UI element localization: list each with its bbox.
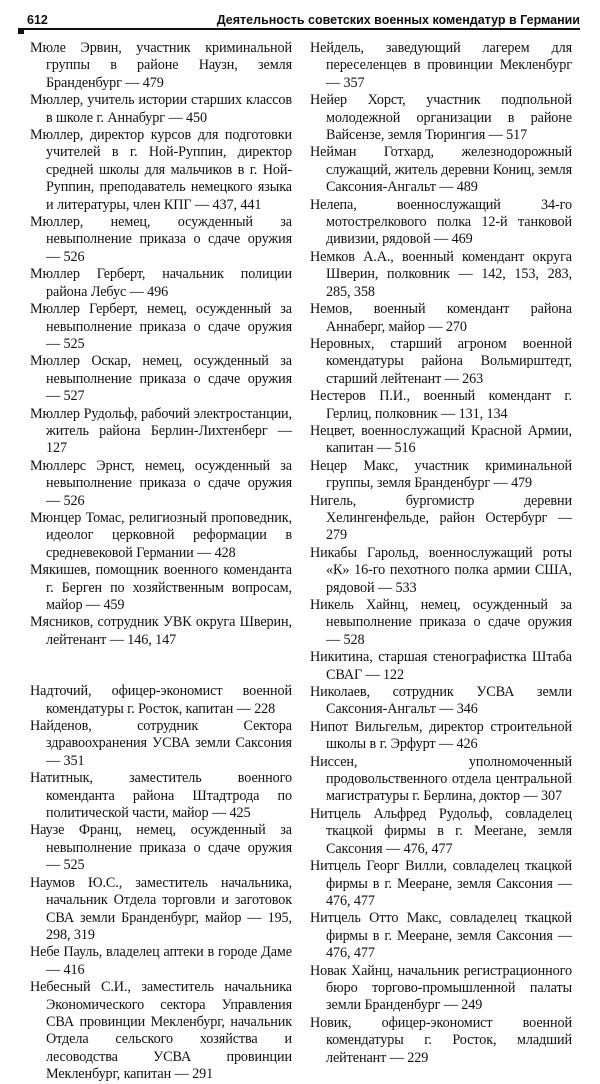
index-entry: Натитнык, заместитель военного коменданта района Штадтрода по политической части, майор — 425 — [30, 770, 292, 822]
left-column — [30, 40, 292, 1084]
index-entry: Нейдель, заведующий лагерем для переселенцев в провинции Мекленбург — 357 — [310, 40, 572, 91]
index-entry: Немов, военный комендант района Аннаберг, майор — 270 — [310, 301, 572, 335]
index-entry: Нестеров П.И., военный комендант г. Герлиц, полковник — 131, 134 — [310, 388, 572, 422]
header-corner-mark — [18, 28, 24, 34]
index-entry: Немков А.А., военный комендант округа Шверин, полковник — 142, 153, 283, 285, 358 — [310, 248, 572, 300]
index-entry: Мюллер Рудольф, рабочий электростанции, житель района Берлин-Лихтенберг — 127 — [30, 405, 292, 457]
index-entry: Нейер Хорст, участник подпольной молодежной организации в районе Вайсензе, земля Тюрингия — 517 — [310, 92, 572, 144]
page-header — [22, 10, 580, 30]
index-entry: Мюллер Герберт, начальник полиции района Лебус — 496 — [30, 266, 292, 300]
header-rule — [22, 28, 580, 30]
index-entry: Найденов, сотрудник Сектора здравоохранения УСВА земли Саксония — 351 — [30, 718, 292, 769]
index-entry: Наузе Франц, немец, осужденный за невыполнение приказа о сдаче оружия — 525 — [30, 822, 292, 874]
running-title: Деятельность советских военных комендатур в Германии — [216, 13, 580, 27]
index-entry: Новак Хайнц, начальник регистрационного бюро торгово-промышленной палаты земли Бранденбург — 249 — [310, 962, 572, 1014]
index-entry: Небесный С.И., заместитель начальника Экономического сектора Управления СВА провинции Мекленбург, начальник Отдела сельского хозяйства и лесоводства УСВА провинции Мекленбург, капитан — 291 — [30, 979, 292, 1083]
index-entry: Нитцель Георг Вилли, совладелец ткацкой фирмы в г. Меерaне, земля Саксония — 476, 477 — [310, 858, 572, 909]
index-entry: Наумов Ю.С., заместитель начальника, начальник Отдела торговли и заготовок СВА земли Бранденбург, майор — 195, 298, 319 — [30, 874, 292, 943]
index-entry: Мякишев, помощник военного коменданта г. Берген по хозяйственным вопросам, майор — 459 — [30, 562, 292, 613]
index-entry: Нецвет, военнослужащий Красной Армии, капитан — 516 — [310, 422, 572, 457]
index-entry: Мюллер, директор курсов для подготовки учителей в г. Ной-Руппин, директор средней школы для мальчиков в г. Ной-Руппин, преподаватель немецкого языка и литературы, член КПГ — 437, 441 — [30, 127, 292, 213]
index-entry: Николаев, сотрудник УСВА земли Саксония-Ангальт — 346 — [310, 684, 572, 718]
index-entry: Ниссен, уполномоченный продовольственного отдела центральной магистратуры г. Берлина, доктор — 307 — [310, 753, 572, 805]
index-entry: Нелепа, военнослужащий 34-го мотострелкового полка 12-й танковой дивизии, рядовой — 469 — [310, 196, 572, 248]
index-entry: Мясников, сотрудник УВК округа Шверин, лейтенант — 146, 147 — [30, 614, 292, 648]
index-entry: Небе Пауль, владелец аптеки в городе Даме — 416 — [30, 944, 292, 978]
index-entry: Нецер Макс, участник криминальной группы, земля Бранденбург — 479 — [310, 457, 572, 492]
index-entry: Мюнцер Томас, религиозный проповедник, идеолог церковной реформации в средневековой Германии — 428 — [30, 509, 292, 561]
index-entry: Никитина, старшая стенографистка Штаба СВАГ — 122 — [310, 649, 572, 683]
index-entry: Мюллер Герберт, немец, осужденный за невыполнение приказа о сдаче оружия — 525 — [30, 301, 292, 352]
page-number: 612 — [27, 13, 48, 27]
index-entry: Мюллер Оскар, немец, осужденный за невыполнение приказа о сдаче оружия — 527 — [30, 353, 292, 405]
index-entry: Нигель, бургомистр деревни Хелингенфельде, район Остербург — 279 — [310, 492, 572, 544]
index-entry: Мюллер, учитель истории старших классов в школе г. Аннабург — 450 — [30, 92, 292, 126]
index-entry: Новик, офицер-экономист военной комендатуры г. Росток, младший лейтенант — 229 — [310, 1014, 572, 1066]
index-entry: Надточий, офицер-экономист военной комендатуры г. Росток, капитан — 228 — [30, 683, 292, 717]
letter-section-gap — [30, 649, 292, 683]
index-entry: Мюле Эрвин, участник криминальной группы в районе Наузн, земля Бранденбург — 479 — [30, 40, 292, 91]
index-entry: Никабы Гарольд, военнослужащий роты «К» 16-го пехотного полка армии США, рядовой — 533 — [310, 544, 572, 596]
index-entry: Нейман Готхард, железнодорожный служащий, житель деревни Кониц, земля Саксония-Ангальт — 489 — [310, 144, 572, 196]
index-entry: Нитцель Отто Макс, совладелец ткацкой фирмы в г. Меерaне, земля Саксония — 476, 477 — [310, 910, 572, 962]
index-entry: Неровных, старший агроном военной комендатуры района Вольмирштедт, старший лейтенант — 263 — [310, 335, 572, 387]
index-entry: Никель Хайнц, немец, осужденный за невыполнение приказа о сдаче оружия — 528 — [310, 597, 572, 648]
right-column — [310, 40, 572, 1067]
index-entry: Нитцель Альфред Рудольф, совладелец ткацкой фирмы в г. Меerане, земля Саксония — 476, 477 — [310, 805, 572, 857]
index-entry: Мюллер, немец, осужденный за невыполнение приказа о сдаче оружия — 526 — [30, 214, 292, 265]
index-entry: Мюллерс Эрнст, немец, осужденный за невыполнение приказа о сдаче оружия — 526 — [30, 457, 292, 509]
index-entry: Нипот Вильгельм, директор строительной школы в г. Эрфурт — 426 — [310, 718, 572, 753]
